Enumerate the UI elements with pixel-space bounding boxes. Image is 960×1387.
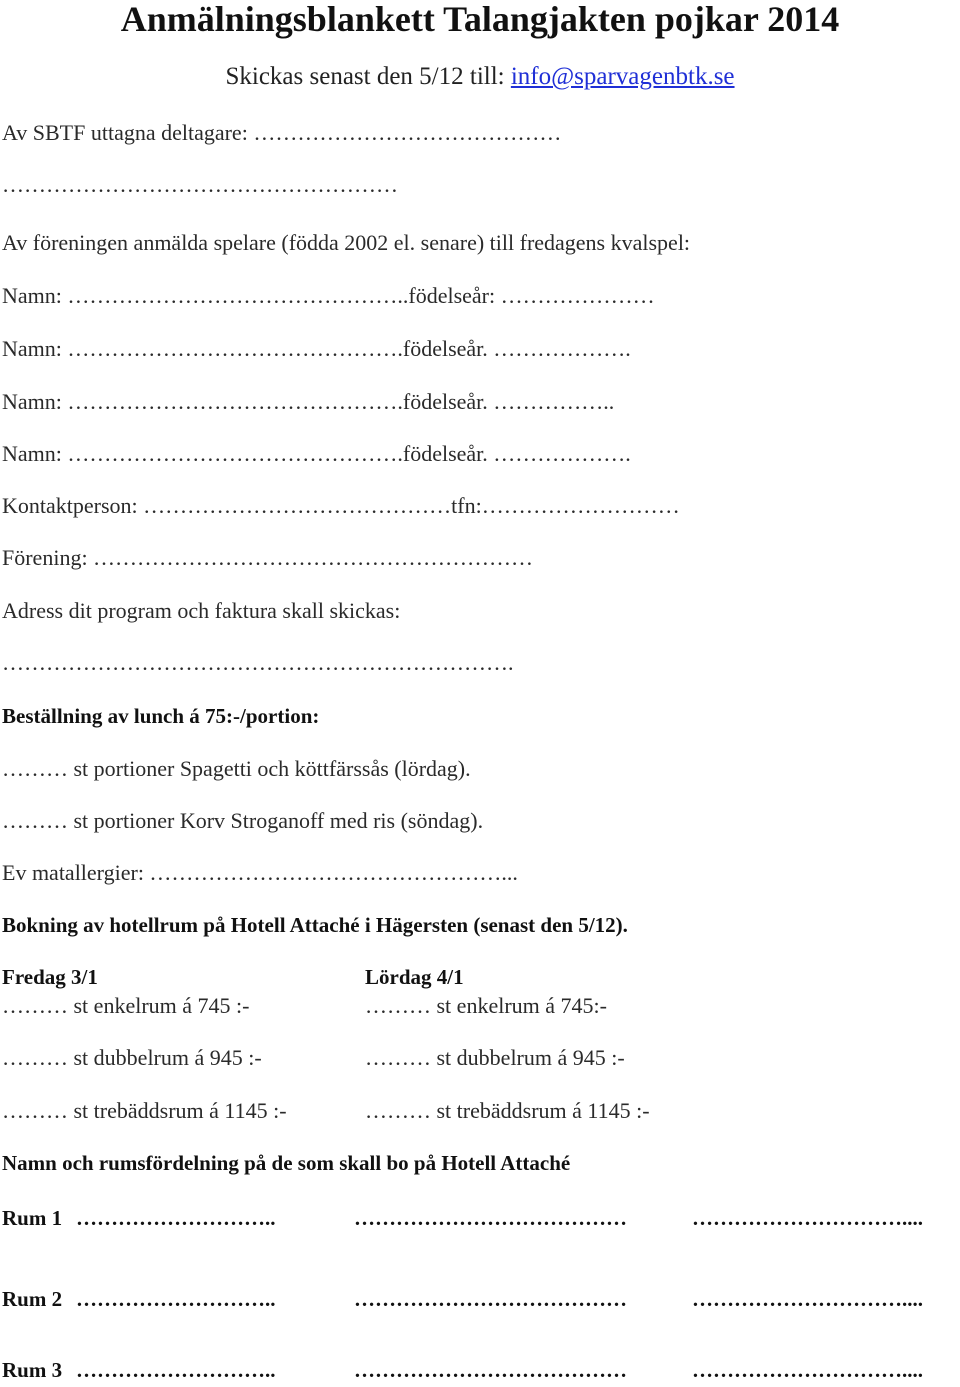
saturday-double-room[interactable]: ……… st dubbelrum á 945 :- bbox=[365, 1045, 625, 1070]
room-3-label: Rum 3 bbox=[2, 1358, 63, 1382]
sbtf-participants-field-cont[interactable]: ……………………………………………… bbox=[2, 172, 398, 197]
saturday-label: Lördag 4/1 bbox=[365, 965, 464, 989]
contact-person-field[interactable]: Kontaktperson: ……………………………………tfn:……………………… bbox=[2, 493, 680, 518]
room-2-guest-b[interactable]: ………………………………… bbox=[354, 1287, 627, 1311]
room-1-guest-a[interactable]: ……………………….. bbox=[76, 1206, 276, 1230]
friday-double-room[interactable]: ……… st dubbelrum á 945 :- bbox=[2, 1045, 262, 1070]
room-2-label: Rum 2 bbox=[2, 1287, 63, 1311]
sbtf-participants-field[interactable]: Av SBTF uttagna deltagare: …………………………………… bbox=[2, 120, 562, 145]
room-3-guest-a[interactable]: ……………………….. bbox=[76, 1358, 276, 1382]
saturday-single-room[interactable]: ……… st enkelrum á 745:- bbox=[365, 993, 607, 1018]
allergies-field[interactable]: Ev matallergier: …………………………………………... bbox=[2, 860, 518, 885]
room-1-guest-b[interactable]: ………………………………… bbox=[354, 1206, 627, 1230]
friday-triple-room[interactable]: ……… st trebäddsrum á 1145 :- bbox=[2, 1098, 287, 1123]
friday-label: Fredag 3/1 bbox=[2, 965, 98, 989]
club-field[interactable]: Förening: …………………………………………………… bbox=[2, 545, 534, 570]
player-row-2[interactable]: Namn: ……………………………………….födelseår. ………………. bbox=[2, 336, 631, 361]
lunch-item-spagetti[interactable]: ……… st portioner Spagetti och köttfärssås (lördag). bbox=[2, 756, 471, 781]
email-link[interactable]: info@sparvagenbtk.se bbox=[510, 63, 735, 90]
document-title: Anmälningsblankett Talangjakten pojkar 2014 bbox=[120, 0, 840, 39]
lunch-item-stroganoff[interactable]: ……… st portioner Korv Stroganoff med ris (söndag). bbox=[2, 808, 484, 833]
room-3-guest-b[interactable]: ………………………………… bbox=[354, 1358, 627, 1382]
room-1-label: Rum 1 bbox=[2, 1206, 63, 1230]
room-3-guest-c[interactable]: ………………………….... bbox=[692, 1358, 923, 1382]
friday-single-room[interactable]: ……… st enkelrum á 745 :- bbox=[2, 993, 250, 1018]
submission-instructions bbox=[0, 63, 960, 91]
player-row-4[interactable]: Namn: ……………………………………….födelseår. ………………. bbox=[2, 441, 631, 466]
room-2-guest-a[interactable]: ……………………….. bbox=[76, 1287, 276, 1311]
club-players-heading: Av föreningen anmälda spelare (födda 2002 el. senare) till fredagens kvalspel: bbox=[2, 230, 691, 255]
saturday-triple-room[interactable]: ……… st trebäddsrum á 1145 :- bbox=[365, 1098, 650, 1123]
address-field[interactable]: ……………………………………………………………. bbox=[2, 650, 514, 675]
submission-deadline-text: Skickas senast den 5/12 till: bbox=[225, 63, 511, 90]
lunch-heading: Beställning av lunch á 75:-/portion: bbox=[2, 704, 320, 728]
room-allocation-heading: Namn och rumsfördelning på de som skall bo på Hotell Attaché bbox=[2, 1151, 571, 1175]
hotel-booking-heading: Bokning av hotellrum på Hotell Attaché i Hägersten (senast den 5/12). bbox=[2, 913, 628, 937]
room-2-guest-c[interactable]: ………………………….... bbox=[692, 1287, 923, 1311]
room-1-guest-c[interactable]: ………………………….... bbox=[692, 1206, 923, 1230]
player-row-1[interactable]: Namn: ………………………………………..födelseår: ………………… bbox=[2, 283, 655, 308]
address-heading: Adress dit program och faktura skall skickas: bbox=[2, 598, 401, 623]
player-row-3[interactable]: Namn: ……………………………………….födelseår. …………….. bbox=[2, 389, 615, 414]
